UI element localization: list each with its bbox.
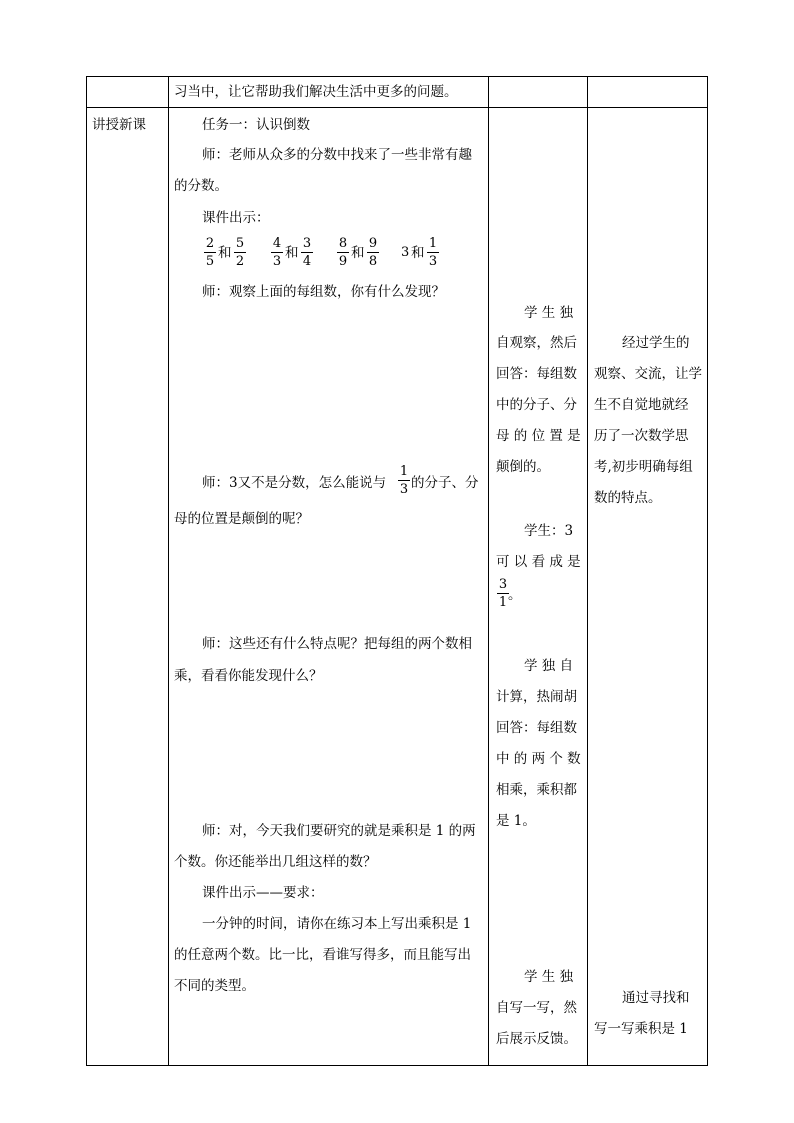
requirement-line-3: 不同的类型。 [174,978,255,994]
fraction-numerator: 2 [205,236,215,251]
design-note-1-line: 数的特点。 [594,490,662,506]
and-word: 和 [218,245,232,261]
fraction-denominator: 9 [338,254,348,269]
table-row-divider [86,107,708,108]
question-1: 师：观察上面的每组数，你有什么发现？ [202,284,445,300]
table-bottom-border [86,1065,708,1066]
requirement-line-1: 一分钟的时间，请你在练习本上写出乘积是 1 [202,916,472,932]
fraction-numerator: 1 [399,464,409,479]
table-col-divider-2 [488,76,489,1066]
and-word: 和 [285,245,299,261]
teacher-line-1b: 的分数。 [174,178,228,194]
fraction-denominator: 4 [302,254,312,269]
student-answer-2-line: 可 以 看 成 是 [496,554,581,570]
student-answer-4-line: 后展示反馈。 [496,1031,577,1047]
student-answer-4-line: 学 生 独 [524,969,574,985]
design-note-1-line: 考,初步明确每组 [594,459,693,475]
design-note-1-line: 经过学生的 [622,335,690,351]
fraction-denominator: 3 [272,254,282,269]
fraction-9-8 [367,236,379,269]
teacher-line-4b: 个数。你还能举出几组这样的数？ [174,854,377,870]
fraction-denominator: 3 [428,254,438,269]
requirement-title: 课件出示——要求： [202,885,324,901]
student-answer-3-line: 中 的 两 个 数 [496,751,581,767]
design-note-1-line: 生不自觉地就经 [594,397,689,413]
student-answer-1-line: 回答：每组数 [496,366,577,382]
requirement-line-2: 的任意两个数。比一比，看谁写得多，而且能写出 [174,947,471,963]
fraction-numerator: 5 [235,236,245,251]
fraction-5-2 [234,236,246,269]
fraction-denominator: 3 [399,482,409,497]
teacher-line-4a: 师：对，今天我们要研究的就是乘积是 1 的两 [202,823,476,839]
fraction-bar [234,252,246,253]
student-answer-2-line: 学生：3 [524,523,574,539]
student-answer-1-line: 学 生 独 [524,305,574,321]
student-answer-3-line: 是 1。 [496,813,536,829]
fraction-numerator: 3 [302,236,312,251]
section-label: 讲授新课 [92,117,146,133]
top-row-text: 习当中，让它帮助我们解决生活中更多的问题。 [174,84,458,100]
question-2-pre: 师：3又不是分数，怎么能说与 [202,475,387,491]
fraction-bar [204,252,216,253]
table-left-border [86,76,87,1066]
fraction-2-5 [204,236,216,269]
student-answer-1-line: 颠倒的。 [496,459,550,475]
whole-number-3: 3 [401,245,410,260]
fraction-3-4 [301,236,313,269]
teacher-line-1a: 师：老师从众多的分数中找来了一些非常有趣 [202,147,472,163]
and-word: 和 [411,245,425,261]
table-col-divider-3 [587,76,588,1066]
fraction-numerator: 3 [498,577,508,592]
student-answer-3-line: 相乘，乘积都 [496,782,577,798]
fraction-bar [337,252,349,253]
student-answer-1-line: 中的分子、分 [496,397,577,413]
fraction-1-3 [427,236,439,269]
question-2-post: 的分子、分 [411,475,479,491]
student-answer-3-line: 计算，热闹胡 [496,689,577,705]
fraction-numerator: 8 [338,236,348,251]
design-note-1-line: 历了一次数学思 [594,428,689,444]
student-answer-4-line: 自写一写，然 [496,1000,577,1016]
student-answer-1-line: 母 的 位 置 是 [496,428,581,444]
table-col-divider-1 [168,76,169,1066]
fraction-bar [398,480,410,481]
table-top-border [86,76,708,77]
student-answer-2-end: 。 [508,587,522,603]
courseware-show: 课件出示： [202,210,270,226]
question-3-line-2: 乘，看看你能发现什么？ [174,668,323,684]
fraction-numerator: 1 [428,236,438,251]
fraction-bar [271,252,283,253]
table-right-border [707,76,708,1066]
fraction-denominator: 2 [235,254,245,269]
design-note-2-line: 写一写乘积是 1 [594,1021,688,1037]
student-answer-3-line: 学 独 自 [524,658,574,674]
and-word: 和 [351,245,365,261]
fraction-denominator: 8 [368,254,378,269]
task-title: 任务一：认识倒数 [202,117,310,133]
question-3-line-1: 师：这些还有什么特点呢？把每组的两个数相 [202,636,472,652]
fraction-8-9 [337,236,349,269]
student-answer-3-line: 回答：每组数 [496,720,577,736]
fraction-bar [301,252,313,253]
fraction-1-3-inline [398,464,410,497]
fraction-4-3 [271,236,283,269]
fraction-bar [427,252,439,253]
fraction-numerator: 9 [368,236,378,251]
student-answer-1-line: 自观察，然后 [496,335,577,351]
fraction-numerator: 4 [272,236,282,251]
design-note-2-line: 通过寻找和 [622,990,690,1006]
fraction-bar [367,252,379,253]
fraction-denominator: 1 [498,595,508,610]
design-note-1-line: 观察、交流，让学 [594,366,702,382]
fraction-denominator: 5 [205,254,215,269]
question-2-line-2: 母的位置是颠倒的呢？ [174,511,309,527]
